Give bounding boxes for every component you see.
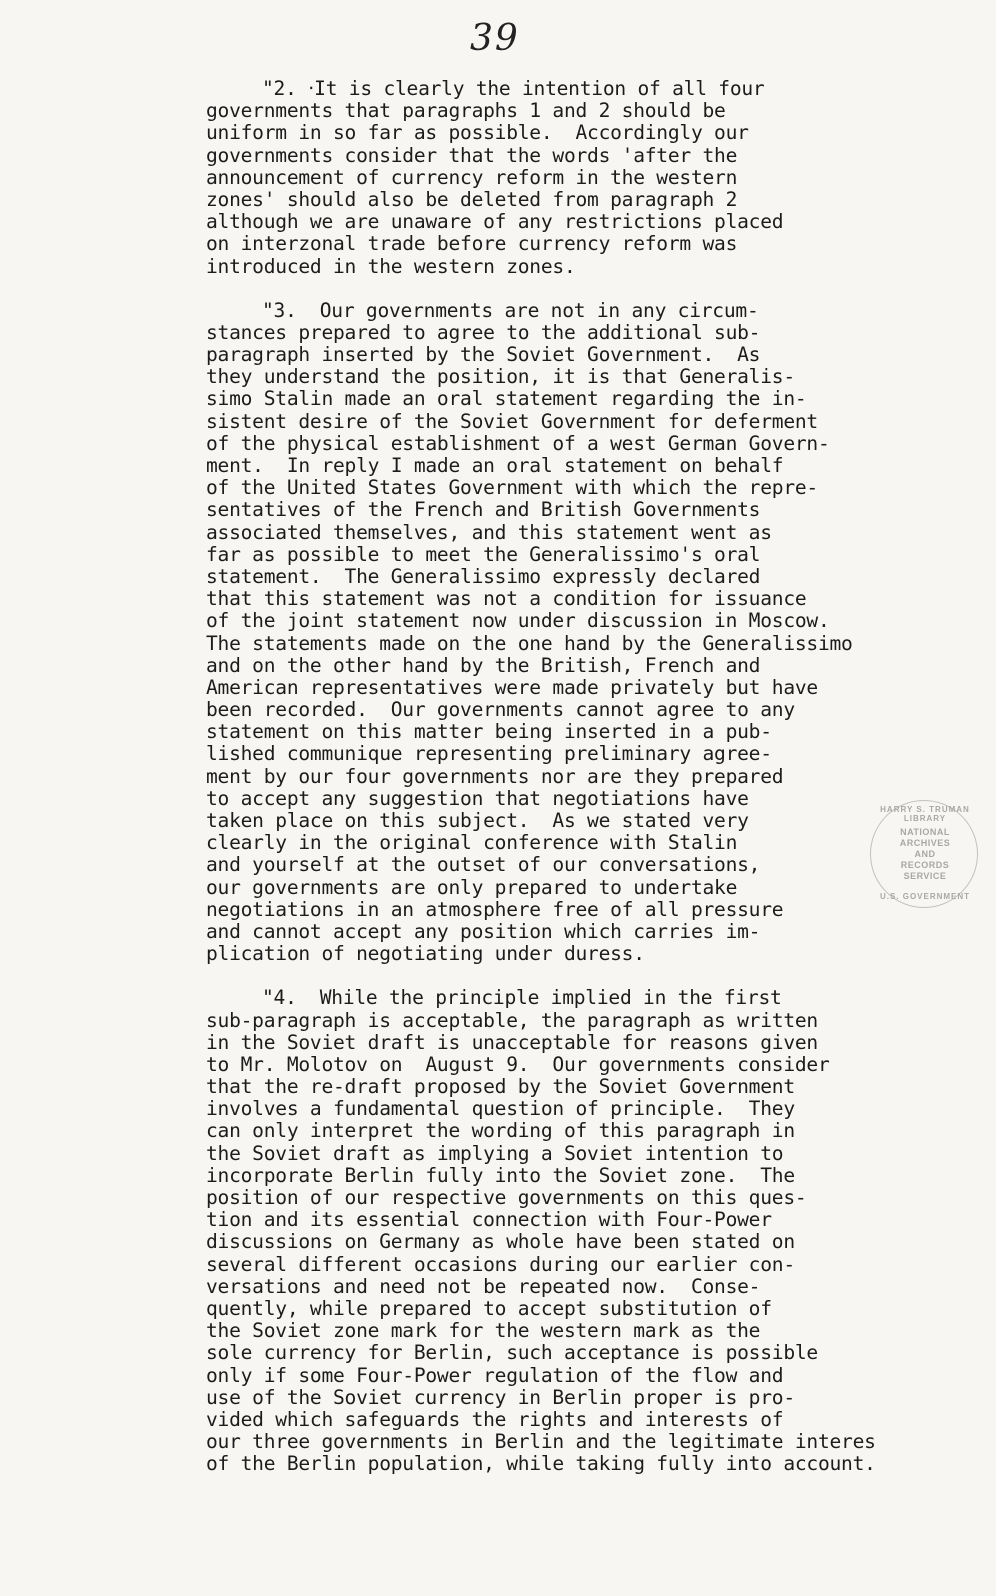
text-line: paragraph inserted by the Soviet Government. As xyxy=(206,343,761,367)
text-line: The statements made on the one hand by the Generalissimo xyxy=(206,631,853,655)
text-line: of the United States Government with which the repre- xyxy=(206,476,818,500)
text-line: to Mr. Molotov on August 9. Our governments consider xyxy=(206,1052,830,1076)
text-line: governments consider that the words 'after the xyxy=(206,143,738,167)
text-line: of the Berlin population, while taking fully into account. xyxy=(206,1452,876,1476)
stamp-top-text: HARRY S. TRUMAN LIBRARY xyxy=(880,805,970,823)
text-line: introduced in the western zones. xyxy=(206,254,576,278)
text-line: governments that paragraphs 1 and 2 should be xyxy=(206,99,726,123)
text-line: of the physical establishment of a west German Govern- xyxy=(206,431,830,455)
text-line: sistent desire of the Soviet Government for deferment xyxy=(206,409,818,433)
stamp-line: RECORDS xyxy=(900,860,950,870)
text-line: that this statement was not a condition for issuance xyxy=(206,587,807,611)
text-line: zones' should also be deleted from paragraph 2 xyxy=(206,187,738,211)
text-line: far as possible to meet the Generalissimo's oral xyxy=(206,542,761,566)
text-line: American representatives were made privately but have xyxy=(206,675,818,699)
text-line: our three governments in Berlin and the legitimate interes xyxy=(206,1430,876,1454)
page-number: 39 xyxy=(470,18,520,59)
text-line: sub-paragraph is acceptable, the paragraph as written xyxy=(206,1008,818,1032)
text-line: "4. While the principle implied in the first xyxy=(262,986,782,1010)
text-line: sentatives of the French and British Governments xyxy=(206,498,761,522)
text-line: position of our respective governments on this ques- xyxy=(206,1186,807,1209)
stamp-line: NATIONAL xyxy=(900,827,950,837)
text-line: our governments are only prepared to undertake xyxy=(206,875,738,899)
text-line: in the Soviet draft is unacceptable for reasons given xyxy=(206,1030,818,1054)
paragraph-4 xyxy=(206,987,996,1475)
document-body xyxy=(206,78,996,1475)
text-line: statement. The Generalissimo expressly declared xyxy=(206,564,761,588)
text-line: that the re-draft proposed by the Soviet Government xyxy=(206,1075,795,1099)
text-line: and cannot accept any position which carries im- xyxy=(206,919,761,943)
text-line: "2. ‧It is clearly the intention of all four xyxy=(262,77,765,100)
archive-stamp xyxy=(870,800,978,908)
stamp-bottom-text: U.S. GOVERNMENT xyxy=(879,892,971,901)
text-line: negotiations in an atmosphere free of all pressure xyxy=(206,897,784,921)
text-line: they understand the position, it is that Generalis- xyxy=(206,365,795,389)
text-line: uniform in so far as possible. Accordingly our xyxy=(206,121,749,145)
text-line: simo Stalin made an oral statement regarding the in- xyxy=(206,387,807,411)
stamp-line: SERVICE xyxy=(903,871,947,881)
text-line: stances prepared to agree to the additional sub- xyxy=(206,320,761,344)
text-line: been recorded. Our governments cannot agree to any xyxy=(206,698,795,722)
paragraph-2 xyxy=(206,78,996,278)
text-line: quently, while prepared to accept substitution of xyxy=(206,1296,772,1320)
text-line: lished communique representing preliminary agree- xyxy=(206,742,772,766)
text-line: only if some Four-Power regulation of the flow and xyxy=(206,1363,784,1387)
text-line: ment by our four governments nor are they prepared xyxy=(206,764,784,788)
text-line: tion and its essential connection with Four-Power xyxy=(206,1208,772,1232)
text-line: sole currency for Berlin, such acceptance is possible xyxy=(206,1341,818,1365)
text-line: and yourself at the outset of our conversations, xyxy=(206,853,761,877)
stamp-center-text xyxy=(889,827,961,882)
text-line: associated themselves, and this statement went as xyxy=(206,520,772,544)
text-line: ment. In reply I made an oral statement on behalf xyxy=(206,454,784,477)
text-line: several different occasions during our earlier con- xyxy=(206,1252,795,1276)
text-line: statement on this matter being inserted in a pub- xyxy=(206,720,772,744)
text-line: "3. Our governments are not in any circum- xyxy=(262,298,759,322)
text-line: although we are unaware of any restrictions placed xyxy=(206,210,784,234)
text-line: clearly in the original conference with Stalin xyxy=(206,831,738,855)
text-line: on interzonal trade before currency reform was xyxy=(206,232,738,256)
stamp-line: ARCHIVES AND xyxy=(899,838,951,859)
text-line: can only interpret the wording of this paragraph in xyxy=(206,1119,795,1143)
text-line: the Soviet zone mark for the western mark as the xyxy=(206,1319,761,1343)
text-line: of the joint statement now under discussion in Moscow. xyxy=(206,609,830,633)
text-line: discussions on Germany as whole have been stated on xyxy=(206,1230,795,1254)
text-line: incorporate Berlin fully into the Soviet zone. The xyxy=(206,1163,795,1187)
text-line: to accept any suggestion that negotiations have xyxy=(206,786,749,810)
text-line: vided which safeguards the rights and interests of xyxy=(206,1407,784,1431)
text-line: taken place on this subject. As we stated very xyxy=(206,809,749,832)
text-line: involves a fundamental question of principle. They xyxy=(206,1097,795,1121)
text-line: the Soviet draft as implying a Soviet intention to xyxy=(206,1141,784,1165)
text-line: versations and need not be repeated now. Conse- xyxy=(206,1274,761,1298)
text-line: use of the Soviet currency in Berlin proper is pro- xyxy=(206,1385,795,1409)
text-line: announcement of currency reform in the western xyxy=(206,165,738,189)
text-line: and on the other hand by the British, French and xyxy=(206,653,761,677)
text-line: plication of negotiating under duress. xyxy=(206,942,645,966)
